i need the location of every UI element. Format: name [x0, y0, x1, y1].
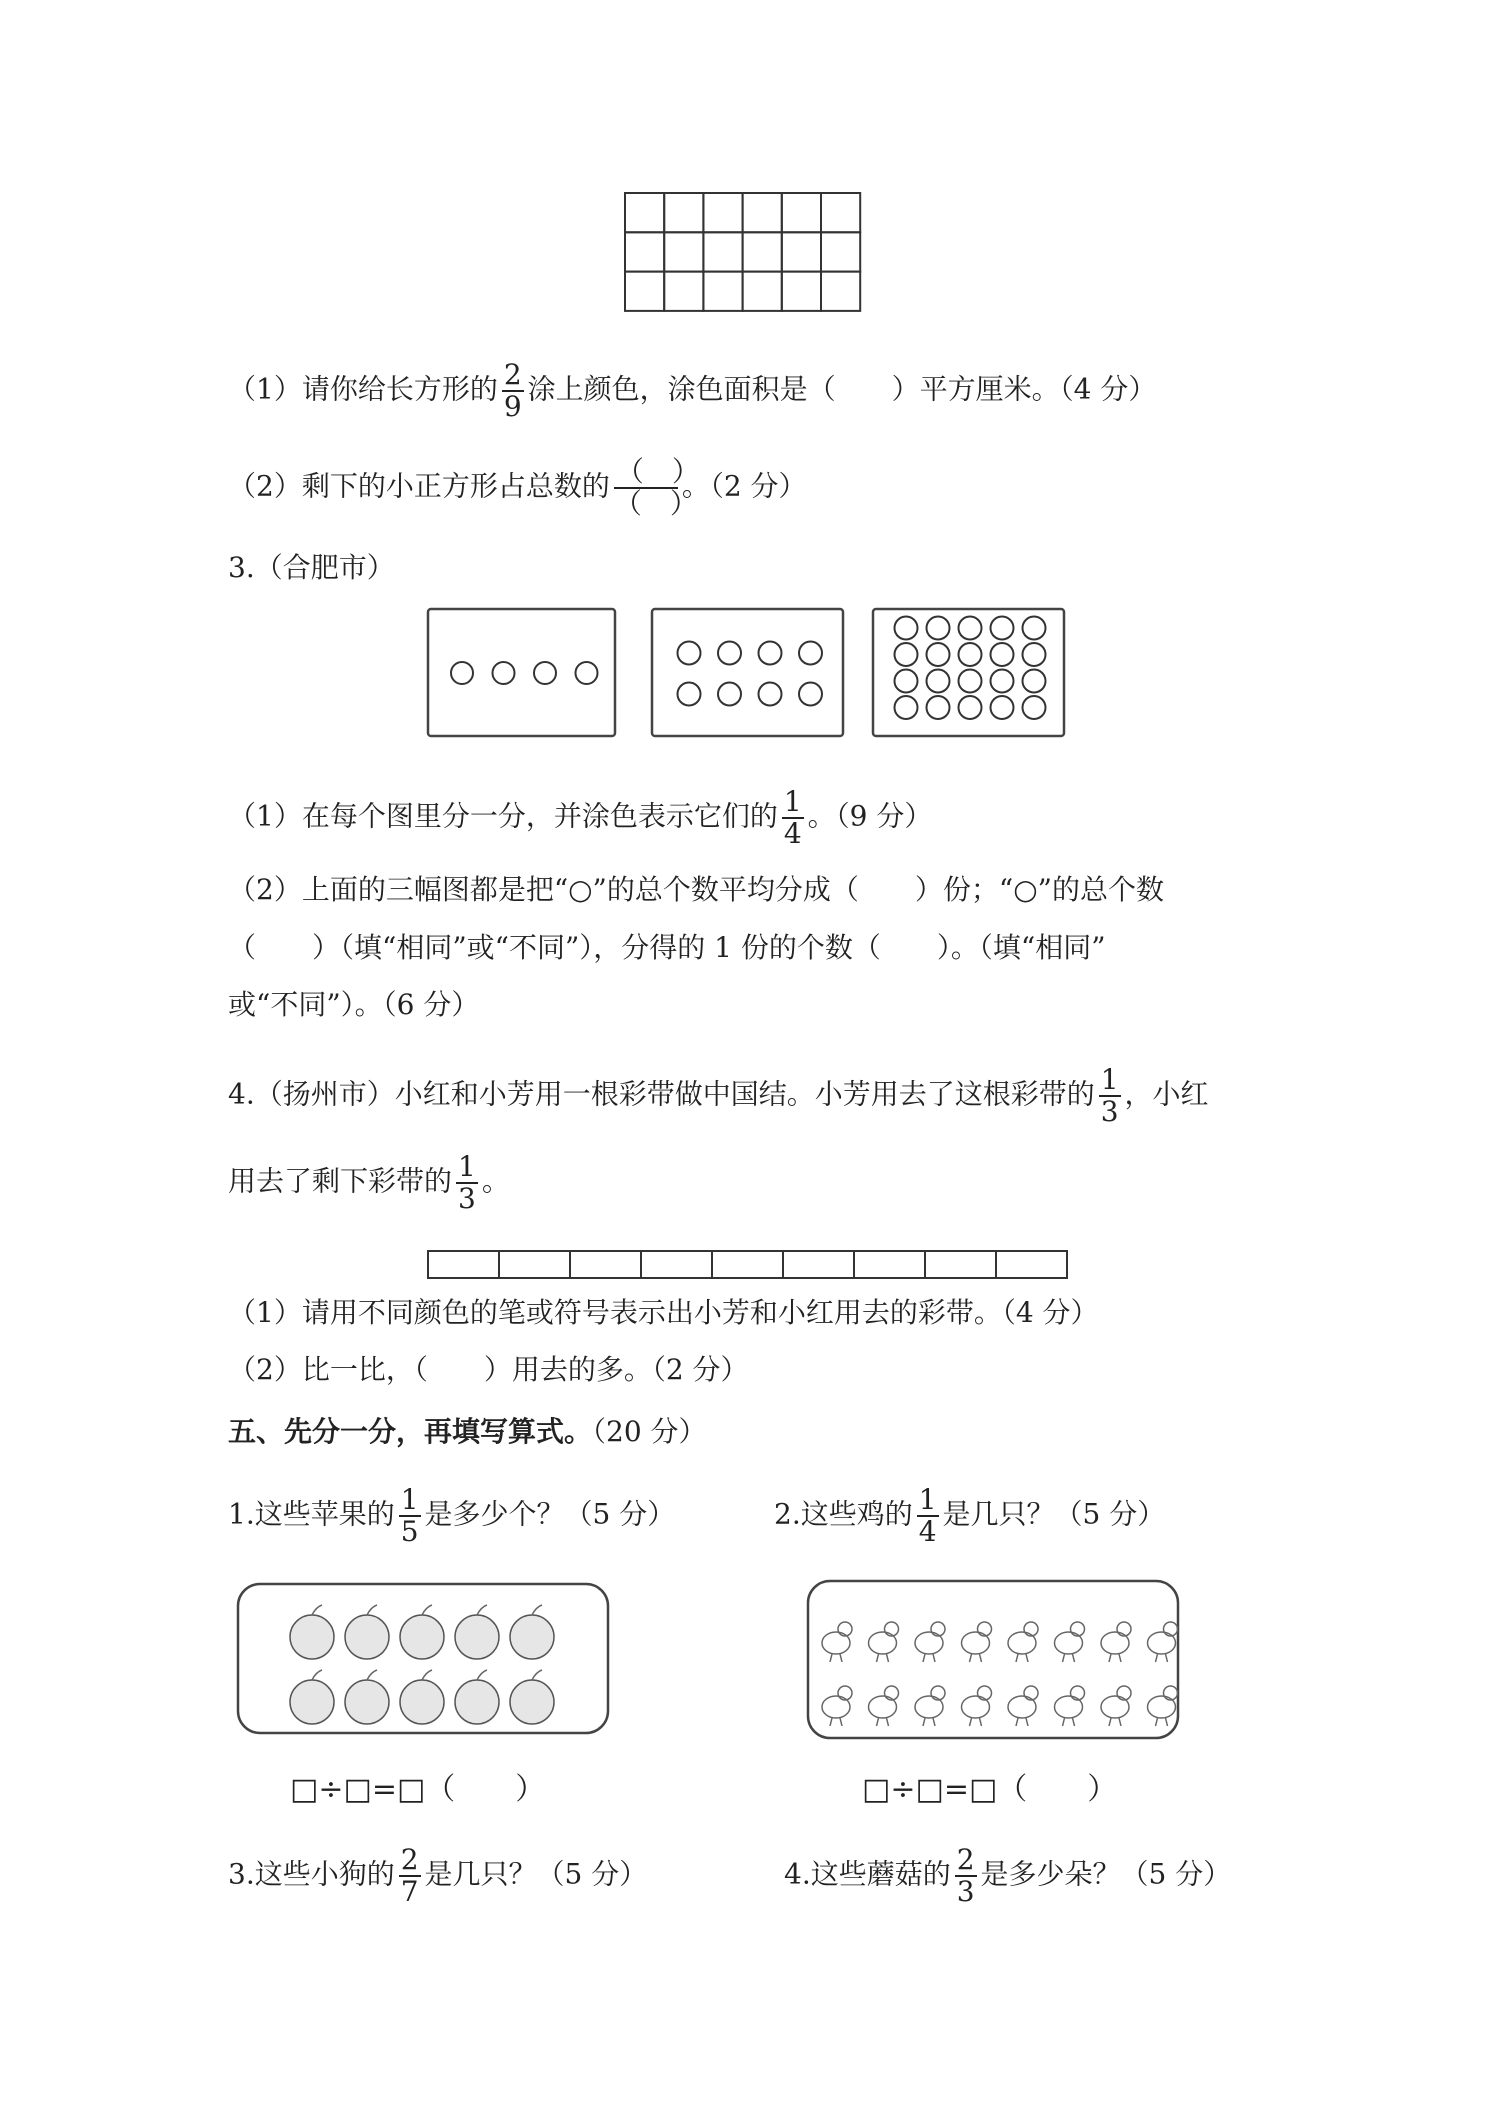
- circle-shape: [895, 643, 918, 666]
- ribbon-segment: [499, 1251, 570, 1278]
- fraction-denominator: 9: [503, 390, 522, 423]
- grid-cell: [664, 193, 703, 232]
- chick-icon: [1148, 1696, 1176, 1718]
- grid-cell: [664, 272, 703, 311]
- chick-head: [931, 1686, 945, 1700]
- fraction-numerator: 2: [503, 358, 522, 391]
- chick-legs: [1016, 1718, 1028, 1726]
- ribbon-segment: [854, 1251, 925, 1278]
- chick-head: [1164, 1622, 1178, 1636]
- grid-cell: [782, 193, 821, 232]
- fraction-numerator: 1: [783, 785, 802, 818]
- fraction-2-7: [399, 1845, 421, 1907]
- circle-shape: [927, 696, 950, 719]
- grid-cell: [664, 232, 703, 271]
- section5-title: 五、先分一分，再填写算式。: [228, 1415, 593, 1448]
- chick-icon: [869, 1632, 897, 1654]
- chick-legs: [1109, 1654, 1121, 1662]
- circle-shape: [895, 670, 918, 693]
- ribbon-segment: [570, 1251, 641, 1278]
- section5-item-1: [228, 1485, 675, 1547]
- apple-stem: [532, 1670, 542, 1680]
- chick-icon: [1008, 1696, 1036, 1718]
- chick-head: [1164, 1686, 1178, 1700]
- problem2-q1-suffix: 涂上颜色，涂色面积是（ ）平方厘米。（4 分）: [527, 372, 1157, 406]
- circle-shape: [493, 662, 515, 684]
- problem3-q1-suffix: 。（9 分）: [807, 799, 933, 833]
- circle-shape: [991, 696, 1014, 719]
- fraction-denominator: 3: [458, 1182, 476, 1215]
- section5-heading: [228, 1412, 707, 1452]
- problem2-q2-suffix: 。（2 分）: [681, 469, 807, 503]
- chick-icon: [1101, 1696, 1129, 1718]
- apple-stem: [367, 1670, 377, 1680]
- apples-box: [238, 1584, 608, 1733]
- chick-head: [1071, 1686, 1085, 1700]
- chick-head: [931, 1622, 945, 1636]
- circle-shape: [534, 662, 556, 684]
- chick-legs: [970, 1718, 982, 1726]
- chick-head: [1117, 1622, 1131, 1636]
- apple-stem: [477, 1605, 487, 1615]
- problem3-heading: 3.（合肥市）: [228, 551, 395, 584]
- blank-fraction[interactable]: [613, 455, 700, 520]
- circle-box-8: [652, 609, 843, 736]
- item-suffix: 是多少朵？（5 分）: [980, 1857, 1232, 1891]
- circle-shape: [1023, 670, 1046, 693]
- item-suffix: 是几只？（5 分）: [424, 1857, 648, 1891]
- fraction-numerator: 1: [1100, 1063, 1119, 1096]
- problem4-line1-prefix: 4.（扬州市）小红和小芳用一根彩带做中国结。小芳用去了这根彩带的: [228, 1077, 1095, 1111]
- circle-shape: [895, 696, 918, 719]
- chick-head: [885, 1686, 899, 1700]
- fraction-numerator: 1: [458, 1150, 476, 1183]
- chick-legs: [1063, 1718, 1075, 1726]
- apple-stem: [312, 1670, 322, 1680]
- circle-shape: [991, 617, 1014, 640]
- fraction-denominator: 7: [400, 1875, 419, 1908]
- section5-item-2: [774, 1485, 1165, 1547]
- chick-icon: [822, 1696, 850, 1718]
- apple-icon: [400, 1615, 444, 1659]
- grid-cell: [821, 272, 860, 311]
- circle-shape: [1023, 617, 1046, 640]
- circle-shape: [991, 670, 1014, 693]
- item-suffix: 是几只？（5 分）: [942, 1497, 1166, 1531]
- ribbon-segment: [996, 1251, 1067, 1278]
- circle-shape: [451, 662, 473, 684]
- grid-cell: [703, 272, 742, 311]
- grid-cell: [743, 272, 782, 311]
- chick-head: [1024, 1686, 1038, 1700]
- apple-stem: [477, 1670, 487, 1680]
- problem3-q2-line1: （2）上面的三幅图都是把“○”的总个数平均分成（ ）份；“○”的总个数: [228, 873, 1164, 906]
- circle-box-4: [428, 609, 615, 736]
- chick-icon: [962, 1632, 990, 1654]
- problem3-q2-line2: （ ）（填“相同”或“不同”），分得的 1 份的个数（ ）。（填“相同”: [228, 931, 1106, 964]
- item-prefix: 2.这些鸡的: [774, 1497, 913, 1531]
- apple-icon: [345, 1680, 389, 1724]
- chick-head: [1117, 1686, 1131, 1700]
- fraction-numerator: 1: [918, 1483, 937, 1516]
- ribbon-segment: [641, 1251, 712, 1278]
- apple-icon: [345, 1615, 389, 1659]
- chick-legs: [970, 1654, 982, 1662]
- problem4-q2: （2）比一比，（ ）用去的多。（2 分）: [228, 1353, 749, 1386]
- circle-shape: [959, 643, 982, 666]
- fraction-denominator: 3: [1100, 1095, 1119, 1128]
- chick-head: [838, 1622, 852, 1636]
- fraction-1-3: [1099, 1065, 1121, 1127]
- item-prefix: 3.这些小狗的: [228, 1857, 395, 1891]
- item-suffix: 是多少个？（5 分）: [424, 1497, 676, 1531]
- apple-icon: [400, 1680, 444, 1724]
- circle-shape: [927, 643, 950, 666]
- chick-legs: [1016, 1654, 1028, 1662]
- grid-cell: [625, 193, 664, 232]
- chick-icon: [1008, 1632, 1036, 1654]
- chick-head: [978, 1622, 992, 1636]
- circle-shape: [576, 662, 598, 684]
- problem4-line2-suffix: 。: [481, 1164, 510, 1198]
- chick-icon: [962, 1696, 990, 1718]
- chick-icon: [1148, 1632, 1176, 1654]
- chick-icon: [1055, 1696, 1083, 1718]
- chick-icon: [915, 1696, 943, 1718]
- chick-legs: [1156, 1718, 1168, 1726]
- fraction-1-4-b: [917, 1485, 939, 1547]
- chick-head: [1071, 1622, 1085, 1636]
- fraction-numerator-blank[interactable]: （ ）: [615, 455, 700, 488]
- chick-icon: [822, 1632, 850, 1654]
- ribbon-segment: [712, 1251, 783, 1278]
- grid-cell: [703, 193, 742, 232]
- item-prefix: 4.这些蘑菇的: [784, 1857, 951, 1891]
- section5-item-3: [228, 1845, 647, 1907]
- circle-shape: [799, 683, 822, 706]
- chick-head: [978, 1686, 992, 1700]
- chick-icon: [915, 1632, 943, 1654]
- circle-shape: [959, 670, 982, 693]
- circle-shape: [759, 642, 782, 665]
- circle-shape: [718, 642, 741, 665]
- problem4-line1-suffix: ，小红: [1124, 1077, 1209, 1111]
- section5-points: （20 分）: [592, 1415, 707, 1448]
- fraction-2-3: [955, 1845, 977, 1907]
- ribbon-segment: [925, 1251, 996, 1278]
- problem2-q1-prefix: （1）请你给长方形的: [228, 372, 498, 406]
- problem2-q2: [228, 457, 807, 519]
- chick-head: [885, 1622, 899, 1636]
- circle-shape: [1023, 696, 1046, 719]
- chick-legs: [923, 1718, 935, 1726]
- problem2-q1: [228, 360, 1156, 422]
- circle-shape: [1023, 643, 1046, 666]
- grid-cell: [743, 193, 782, 232]
- chick-icon: [1055, 1632, 1083, 1654]
- formula-right[interactable]: □÷□=□（ ）: [862, 1772, 1118, 1807]
- fraction-numerator: 2: [956, 1843, 975, 1876]
- circle-shape: [678, 683, 701, 706]
- chick-legs: [877, 1718, 889, 1726]
- circle-box-20: [873, 609, 1064, 736]
- ribbon-segment: [783, 1251, 854, 1278]
- fraction-1-3-b: [456, 1152, 478, 1214]
- circle-shape: [991, 643, 1014, 666]
- apple-icon: [455, 1680, 499, 1724]
- formula-left[interactable]: □÷□=□（ ）: [290, 1772, 546, 1807]
- problem3-q1-prefix: （1）在每个图里分一分，并涂色表示它们的: [228, 799, 778, 833]
- chick-icon: [869, 1696, 897, 1718]
- grid-cell: [821, 232, 860, 271]
- fraction-2-9: [502, 360, 524, 422]
- fraction-denominator: 4: [783, 817, 802, 850]
- circle-shape: [678, 642, 701, 665]
- apple-icon: [290, 1615, 334, 1659]
- problem4-line2-prefix: 用去了剩下彩带的: [228, 1164, 453, 1198]
- circle-shape: [799, 642, 822, 665]
- chick-icon: [1101, 1632, 1129, 1654]
- fraction-numerator: 2: [400, 1843, 419, 1876]
- grid-cell: [625, 272, 664, 311]
- chick-legs: [1109, 1718, 1121, 1726]
- apple-stem: [532, 1605, 542, 1615]
- circle-shape: [759, 683, 782, 706]
- fraction-1-4: [782, 787, 804, 849]
- circle-shape: [927, 617, 950, 640]
- apple-icon: [290, 1680, 334, 1724]
- problem2-q2-prefix: （2）剩下的小正方形占总数的: [228, 469, 610, 503]
- apple-stem: [367, 1605, 377, 1615]
- chick-legs: [923, 1654, 935, 1662]
- chick-legs: [830, 1718, 842, 1726]
- grid-cell: [743, 232, 782, 271]
- apple-stem: [422, 1605, 432, 1615]
- grid-cell: [821, 193, 860, 232]
- apple-icon: [510, 1615, 554, 1659]
- problem4-line1: [228, 1065, 1209, 1127]
- chick-legs: [830, 1654, 842, 1662]
- problem4-q1: （1）请用不同颜色的笔或符号表示出小芳和小红用去的彩带。（4 分）: [228, 1296, 1099, 1329]
- fraction-1-5: [399, 1485, 421, 1547]
- circle-shape: [959, 617, 982, 640]
- apple-icon: [455, 1615, 499, 1659]
- grid-cell: [782, 232, 821, 271]
- problem4-line2: [228, 1152, 510, 1214]
- fraction-numerator: 1: [400, 1483, 419, 1516]
- apple-stem: [422, 1670, 432, 1680]
- chick-head: [838, 1686, 852, 1700]
- item-prefix: 1.这些苹果的: [228, 1497, 395, 1531]
- apple-icon: [510, 1680, 554, 1724]
- chick-legs: [1156, 1654, 1168, 1662]
- ribbon-segment: [428, 1251, 499, 1278]
- circle-shape: [927, 670, 950, 693]
- chick-legs: [1063, 1654, 1075, 1662]
- apple-stem: [312, 1605, 322, 1615]
- circle-shape: [895, 617, 918, 640]
- problem3-q2-line3: 或“不同”）。（6 分）: [228, 988, 480, 1021]
- chicks-box: [808, 1581, 1178, 1738]
- circle-shape: [959, 696, 982, 719]
- chick-head: [1024, 1622, 1038, 1636]
- problem3-q1: [228, 787, 932, 849]
- fraction-denominator: 4: [918, 1515, 937, 1548]
- chick-legs: [877, 1654, 889, 1662]
- fraction-denominator-blank[interactable]: （ ）: [613, 487, 698, 520]
- grid-cell: [625, 232, 664, 271]
- section5-item-4: [784, 1845, 1231, 1907]
- fraction-denominator: 3: [956, 1875, 975, 1908]
- fraction-denominator: 5: [400, 1515, 419, 1548]
- circle-shape: [718, 683, 741, 706]
- grid-cell: [782, 272, 821, 311]
- grid-cell: [703, 232, 742, 271]
